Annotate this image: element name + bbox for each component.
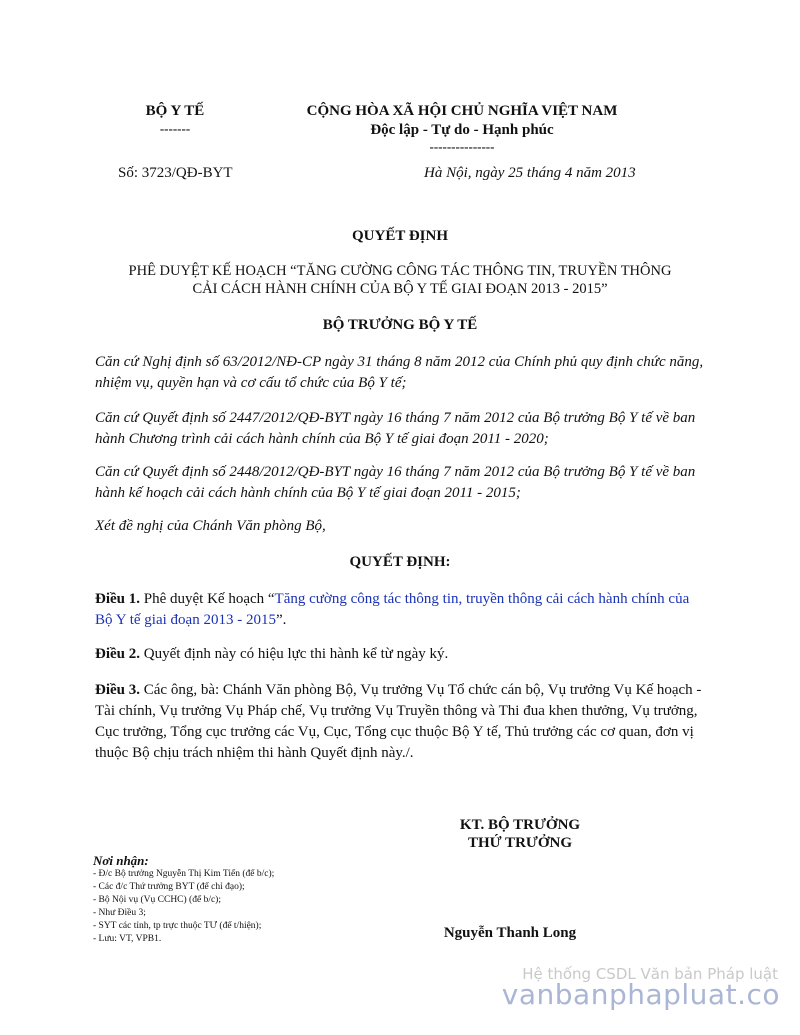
article-text: Phê duyệt Kế hoạch “ — [140, 591, 275, 607]
watermark-text: Hệ thống CSDL Văn bản Pháp luật — [522, 965, 778, 983]
article-text: Các ông, bà: Chánh Văn phòng Bộ, Vụ trưởng Vụ Tổ chức cán bộ, Vụ trưởng Vụ Kế hoạch - Tài chính, Vụ trưởng Vụ Pháp chế, Vụ trưởng Vụ Truyền thông và Thi đua khen thưởng, Vụ trưởng, Cục trưởng, Tổng cục trưởng các Vụ, Cục, Tổng cục thuộc Bộ Y tế, Thủ trưởng các cơ quan, đơn vị thuộc Bộ chịu trách nhiệm thi hành Quyết định này./. — [95, 682, 702, 761]
preamble-clause: Căn cứ Quyết định số 2448/2012/QĐ-BYT ngày 16 tháng 7 năm 2012 của Bộ trưởng Bộ Y tế về ban hành kế hoạch cải cách hành chính của Bộ Y tế giai đoạn 2011 - 2015; — [95, 464, 696, 501]
article-tail: ”. — [275, 612, 287, 628]
ministry-name: BỘ Y TẾ — [145, 103, 205, 119]
subject-line-1: PHÊ DUYỆT KẾ HOẠCH “TĂNG CƯỜNG CÔNG TÁC THÔNG TIN, TRUYỀN THÔNG — [128, 263, 672, 279]
list-item: - Lưu: VT, VPB1. — [93, 934, 162, 944]
list-item: - Các đ/c Thứ trưởng BYT (để chỉ đạo); — [93, 882, 245, 892]
recipients-list — [93, 868, 353, 946]
issuer-title: BỘ TRƯỞNG BỘ Y TẾ — [322, 317, 478, 333]
signer-name: Nguyễn Thanh Long — [443, 925, 577, 941]
article-2 — [95, 644, 707, 665]
article-label: Điều 1. — [95, 591, 140, 607]
list-item: - Đ/c Bộ trưởng Nguyễn Thị Kim Tiến (để b/c); — [93, 869, 275, 879]
document-number: Số: 3723/QĐ-BYT — [118, 165, 233, 181]
motto-rule: --------------- — [429, 139, 495, 154]
list-item: - Như Điều 3; — [93, 908, 146, 918]
national-motto: Độc lập - Tự do - Hạnh phúc — [370, 122, 554, 138]
recipients-heading: Nơi nhận: — [93, 853, 149, 868]
document-type: QUYẾT ĐỊNH — [352, 228, 448, 244]
place-date: Hà Nội, ngày 25 tháng 4 năm 2013 — [424, 165, 636, 181]
watermark-site: vanbanphapluat.co — [501, 978, 780, 1011]
signature-position: THỨ TRƯỞNG — [467, 835, 573, 851]
preamble-clause: Căn cứ Quyết định số 2447/2012/QĐ-BYT ngày 16 tháng 7 năm 2012 của Bộ trưởng Bộ Y tế về ban hành Chương trình cải cách hành chính của Bộ Y tế giai đoạn 2011 - 2020; — [95, 410, 696, 447]
signature-authority: KT. BỘ TRƯỞNG — [459, 817, 581, 833]
article-1 — [95, 589, 707, 631]
decision-heading: QUYẾT ĐỊNH: — [349, 554, 451, 570]
article-label: Điều 2. — [95, 646, 140, 662]
preamble-clause: Căn cứ Nghị định số 63/2012/NĐ-CP ngày 31 tháng 8 năm 2012 của Chính phủ quy định chức năng, nhiệm vụ, quyền hạn và cơ cấu tổ chức của Bộ Y tế; — [95, 354, 704, 391]
ministry-rule: ------- — [159, 121, 191, 136]
list-item: - SYT các tỉnh, tp trực thuộc TƯ (để t/hiện); — [93, 921, 262, 931]
list-item: - Bộ Nội vụ (Vụ CCHC) (để b/c); — [93, 895, 221, 905]
country-name: CỘNG HÒA XÃ HỘI CHỦ NGHĨA VIỆT NAM — [306, 103, 618, 119]
article-text: Quyết định này có hiệu lực thi hành kể từ ngày ký. — [140, 646, 449, 662]
article-label: Điều 3. — [95, 682, 140, 698]
subject-line-2: CẢI CÁCH HÀNH CHÍNH CỦA BỘ Y TẾ GIAI ĐOẠN 2013 - 2015” — [192, 281, 608, 297]
plan-link[interactable]: Tăng cường công tác thông tin, truyền thông cải cách hành chính của Bộ Y tế giai đoạn 2013 - 2015 — [95, 591, 690, 628]
preamble-clause: Xét đề nghị của Chánh Văn phòng Bộ, — [95, 518, 326, 534]
article-3 — [95, 680, 707, 764]
